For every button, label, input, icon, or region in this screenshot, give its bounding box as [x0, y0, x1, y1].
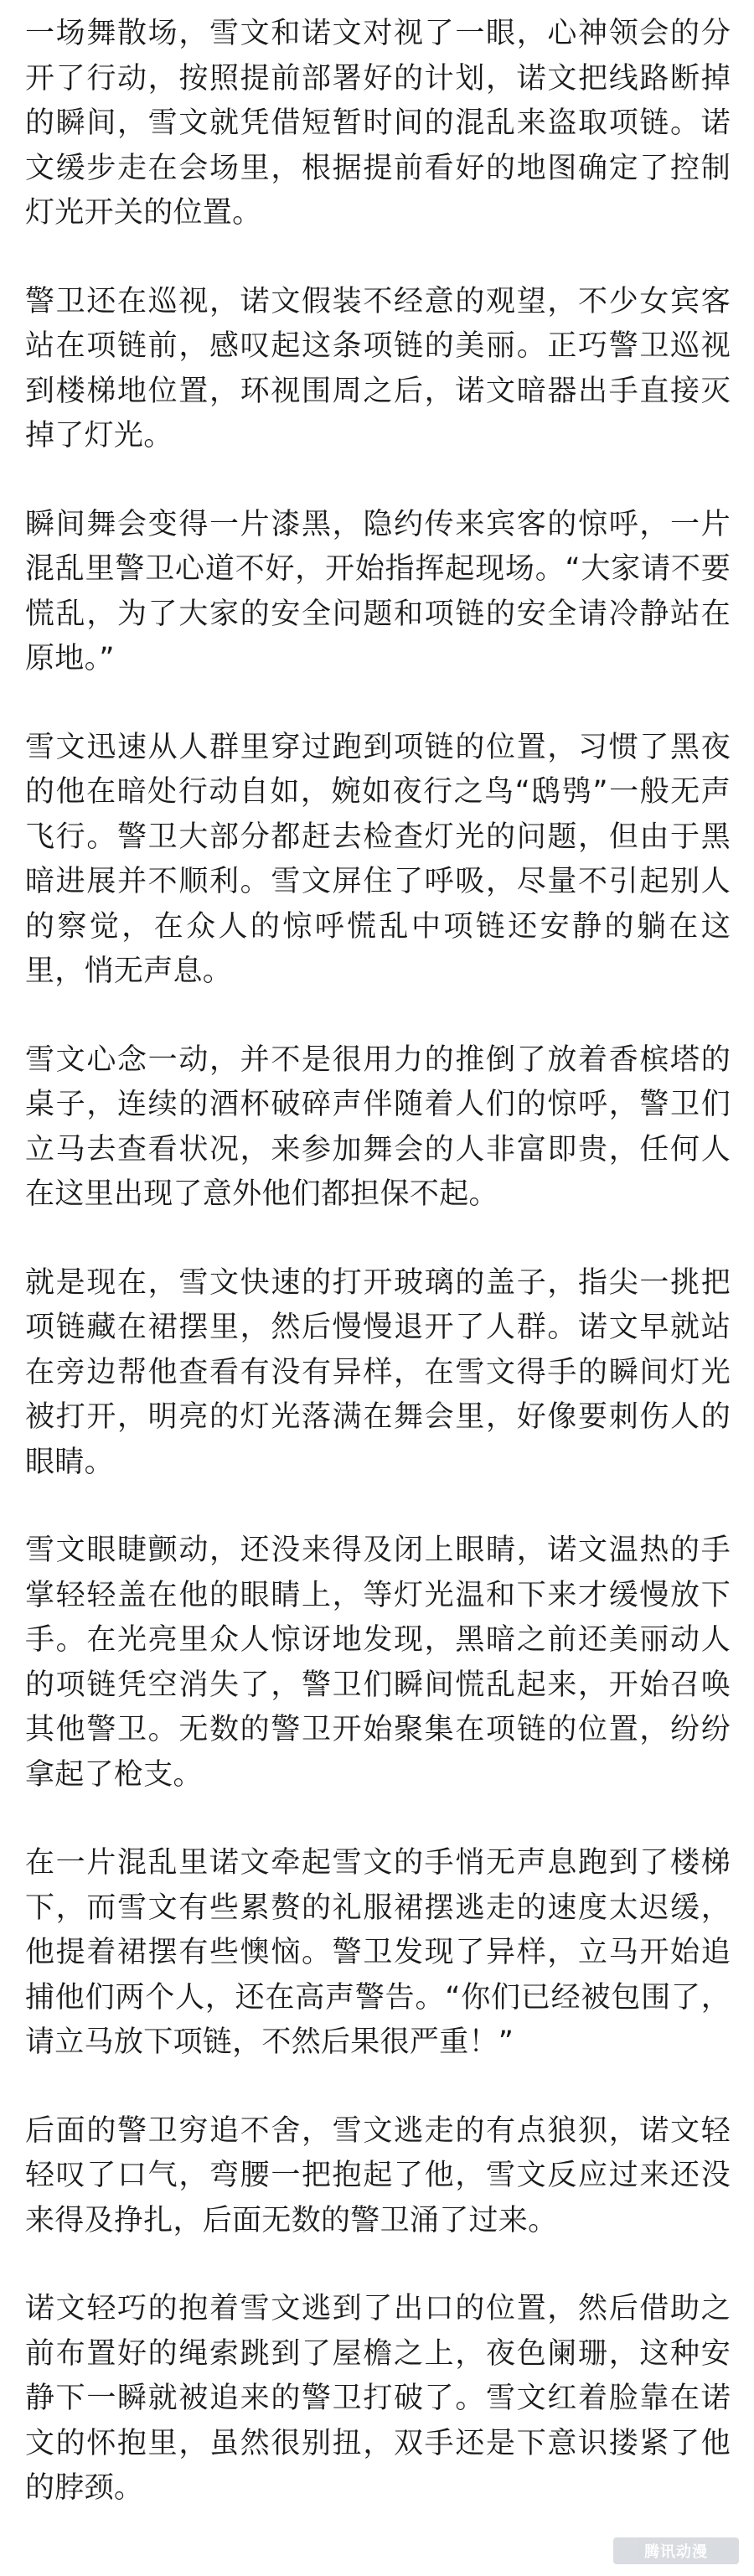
- watermark-logo: [613, 2537, 739, 2564]
- watermark-text: 腾讯动漫: [644, 2543, 708, 2561]
- paragraph-1: 一场舞散场，雪文和诺文对视了一眼，心神领会的分开了行动，按照提前部署好的计划，诺文把线路断掉的瞬间，雪文就凭借短暂时间的混乱来盗取项链。诺文缓步走在会场里，根据提前看好的地图确定了控制灯光开关的位置。: [25, 17, 731, 230]
- paragraph-10: 诺文轻巧的抱着雪文逃到了出口的位置，然后借助之前布置好的绳索跳到了屋檐之上，夜色阑珊，这种安静下一瞬就被追来的警卫打破了。雪文红着脸靠在诺文的怀抱里，虽然很别扭，双手还是下意识搂紧了他的脖颈。: [25, 2292, 731, 2505]
- paragraph-2: 警卫还在巡视，诺文假装不经意的观望，不少女宾客站在项链前，感叹起这条项链的美丽。正巧警卫巡视到楼梯地位置，环视围周之后，诺文暗器出手直接灭掉了灯光。: [25, 284, 731, 453]
- paragraph-3: 瞬间舞会变得一片漆黑，隐约传来宾客的惊呼，一片混乱里警卫心道不好，开始指挥起现场。“大家请不要慌乱，为了大家的安全问题和项链的安全请冷静站在原地。”: [25, 507, 731, 675]
- paragraph-4: 雪文迅速从人群里穿过跑到项链的位置，习惯了黑夜的他在暗处行动自如，婉如夜行之鸟“鸱鸮”一般无声飞行。警卫大部分都赶去检查灯光的问题，但由于黑暗进展并不顺利。雪文屏住了呼吸，尽量不引起别人的察觉，在众人的惊呼慌乱中项链还安静的躺在这里，悄无声息。: [25, 730, 731, 988]
- paragraph-6: 就是现在，雪文快速的打开玻璃的盖子，指尖一挑把项链藏在裙摆里，然后慢慢退开了人群。诺文早就站在旁边帮他查看有没有异样，在雪文得手的瞬间灯光被打开，明亮的灯光落满在舞会里，好像要刺伤人的眼睛。: [25, 1265, 731, 1479]
- paragraph-9: 后面的警卫穷追不舍，雪文逃走的有点狼狈，诺文轻轻叹了口气，弯腰一把抱起了他，雪文反应过来还没来得及挣扎，后面无数的警卫涌了过来。: [25, 2113, 731, 2237]
- paragraph-8: 在一片混乱里诺文牵起雪文的手悄无声息跑到了楼梯下，而雪文有些累赘的礼服裙摆逃走的速度太迟缓，他提着裙摆有些懊恼。警卫发现了异样，立马开始追捕他们两个人，还在高声警告。“你们已经被包围了，请立马放下项链，不然后果很严重！”: [25, 1846, 731, 2059]
- paragraph-7: 雪文眼睫颤动，还没来得及闭上眼睛，诺文温热的手掌轻轻盖在他的眼睛上，等灯光温和下来才缓慢放下手。在光亮里众人惊讶地发现，黑暗之前还美丽动人的项链凭空消失了，警卫们瞬间慌乱起来，开始召唤其他警卫。无数的警卫开始聚集在项链的位置，纷纷拿起了枪支。: [25, 1534, 731, 1792]
- paragraph-5: 雪文心念一动，并不是很用力的推倒了放着香槟塔的桌子，连续的酒杯破碎声伴随着人们的惊呼，警卫们立马去查看状况，来参加舞会的人非富即贵，任何人在这里出现了意外他们都担保不起。: [25, 1042, 731, 1211]
